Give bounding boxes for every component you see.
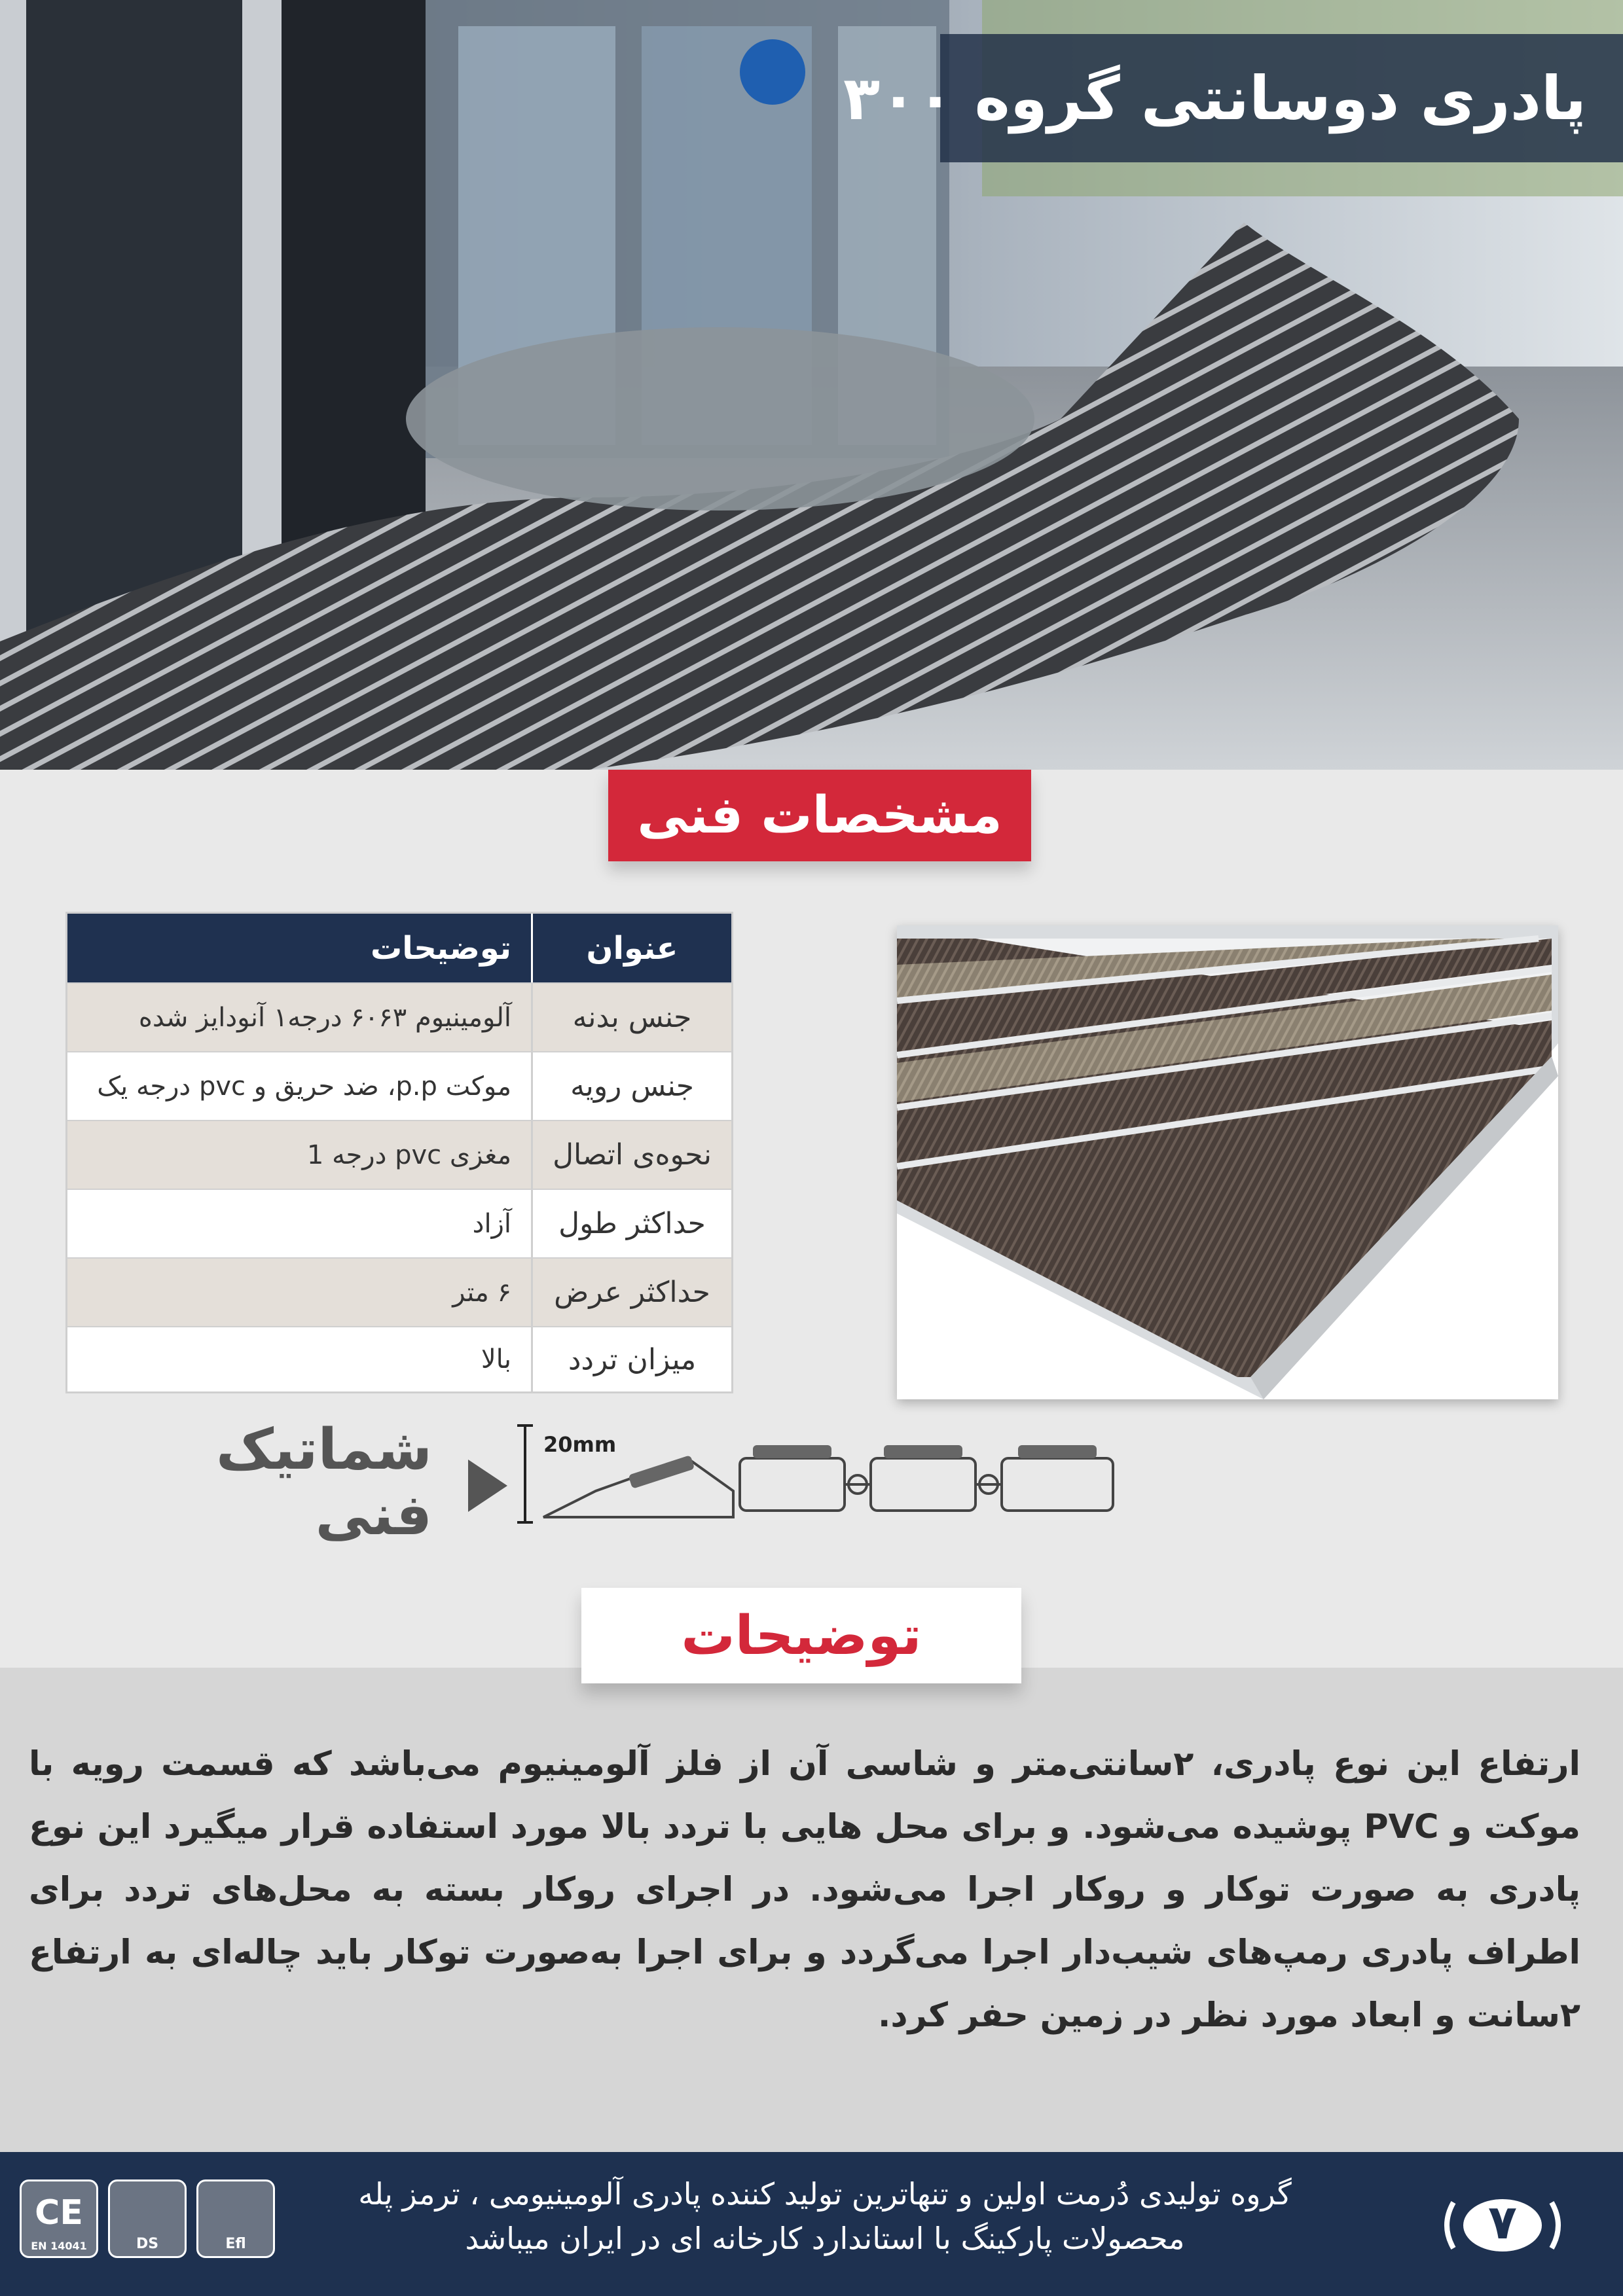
column-header-desc: توضیحات xyxy=(371,929,511,967)
row-desc: آزاد xyxy=(472,1208,511,1239)
product-photo xyxy=(897,925,1558,1399)
schematic-label: شماتیک فنی xyxy=(216,1417,432,1548)
row-title: حداکثر طول xyxy=(531,1190,731,1257)
page-number-badge xyxy=(1440,2189,1565,2261)
description-heading: توضیحات xyxy=(681,1604,922,1667)
dimension-label: 20mm xyxy=(543,1432,617,1457)
table-header-row xyxy=(67,914,731,982)
row-desc: مغزی pvc درجه 1 xyxy=(306,1139,511,1170)
ce-mark-icon: CE EN 14041 xyxy=(20,2179,98,2258)
specs-heading-box xyxy=(608,770,1031,861)
table-row xyxy=(67,1326,731,1391)
specs-heading: مشخصات فنی xyxy=(637,786,1002,845)
title-banner xyxy=(843,34,1623,162)
table-row xyxy=(67,1257,731,1326)
slip-resistance-icon: DS xyxy=(108,2179,187,2258)
description-heading-box xyxy=(581,1588,1021,1683)
table-row xyxy=(67,982,731,1051)
row-title: حداکثر عرض xyxy=(531,1259,731,1326)
table-row xyxy=(67,1051,731,1120)
table-row xyxy=(67,1120,731,1189)
row-title: جنس رویه xyxy=(531,1052,731,1120)
spec-table xyxy=(65,912,733,1393)
table-row xyxy=(67,1189,731,1257)
row-title: جنس بدنه xyxy=(531,984,731,1051)
schematic-drawing xyxy=(517,1419,1126,1530)
description-body: ارتفاع این نوع پادری، ۲سانتی‌متر و شاسی آن از فلز آلومینیوم می‌باشد که قسمت رویه با موکت و PVC پوشیده می‌شود. و برای محل هایی با تردد بالا مورد استفاده قرار میگیرد این نوع پادری به صورت توکار و روکار اجرا می‌شود. در اجرای روکار بسته به محل‌های تردد برای اطراف پادری رمپ‌های شیب‌دار اجرا می‌گردد و برای اجرا به‌صورت توکار باید چاله‌ای به ارتفاع ۲سانت و ابعاد مورد نظر در زمین حفر کرد. xyxy=(29,1745,1580,2035)
mat-closeup-image xyxy=(897,925,1558,1399)
fire-class-icon: Efl xyxy=(196,2179,275,2258)
page-title: پادری دوسانتی گروه ۳۰۰ xyxy=(843,63,1586,134)
row-title: نحوه‌ی اتصال xyxy=(531,1121,731,1189)
page-number: ۷ xyxy=(1488,2195,1517,2250)
row-desc: ۶ متر xyxy=(452,1277,511,1308)
schematic-label-box xyxy=(131,1417,432,1548)
row-desc: بالا xyxy=(481,1344,511,1374)
footer-line-2: محصولات پارکینگ با استاندارد کارخانه ای در ایران میباشد xyxy=(465,2221,1185,2256)
row-title: میزان تردد xyxy=(531,1327,731,1391)
column-header-title: عنوان xyxy=(531,914,731,982)
footer-line-1: گروه تولیدی دُرمت اولین و تنهاترین تولید کننده پادری آلومینیومی ، ترمز پله xyxy=(358,2176,1292,2212)
row-desc: آلومینیوم ۶۰۶۳ درجه۱ آنودایز شده xyxy=(138,1002,511,1033)
play-arrow-icon xyxy=(465,1456,511,1515)
footer-text xyxy=(262,2172,1388,2261)
row-desc: موکت p.p، ضد حریق و pvc درجه یک xyxy=(97,1071,511,1102)
